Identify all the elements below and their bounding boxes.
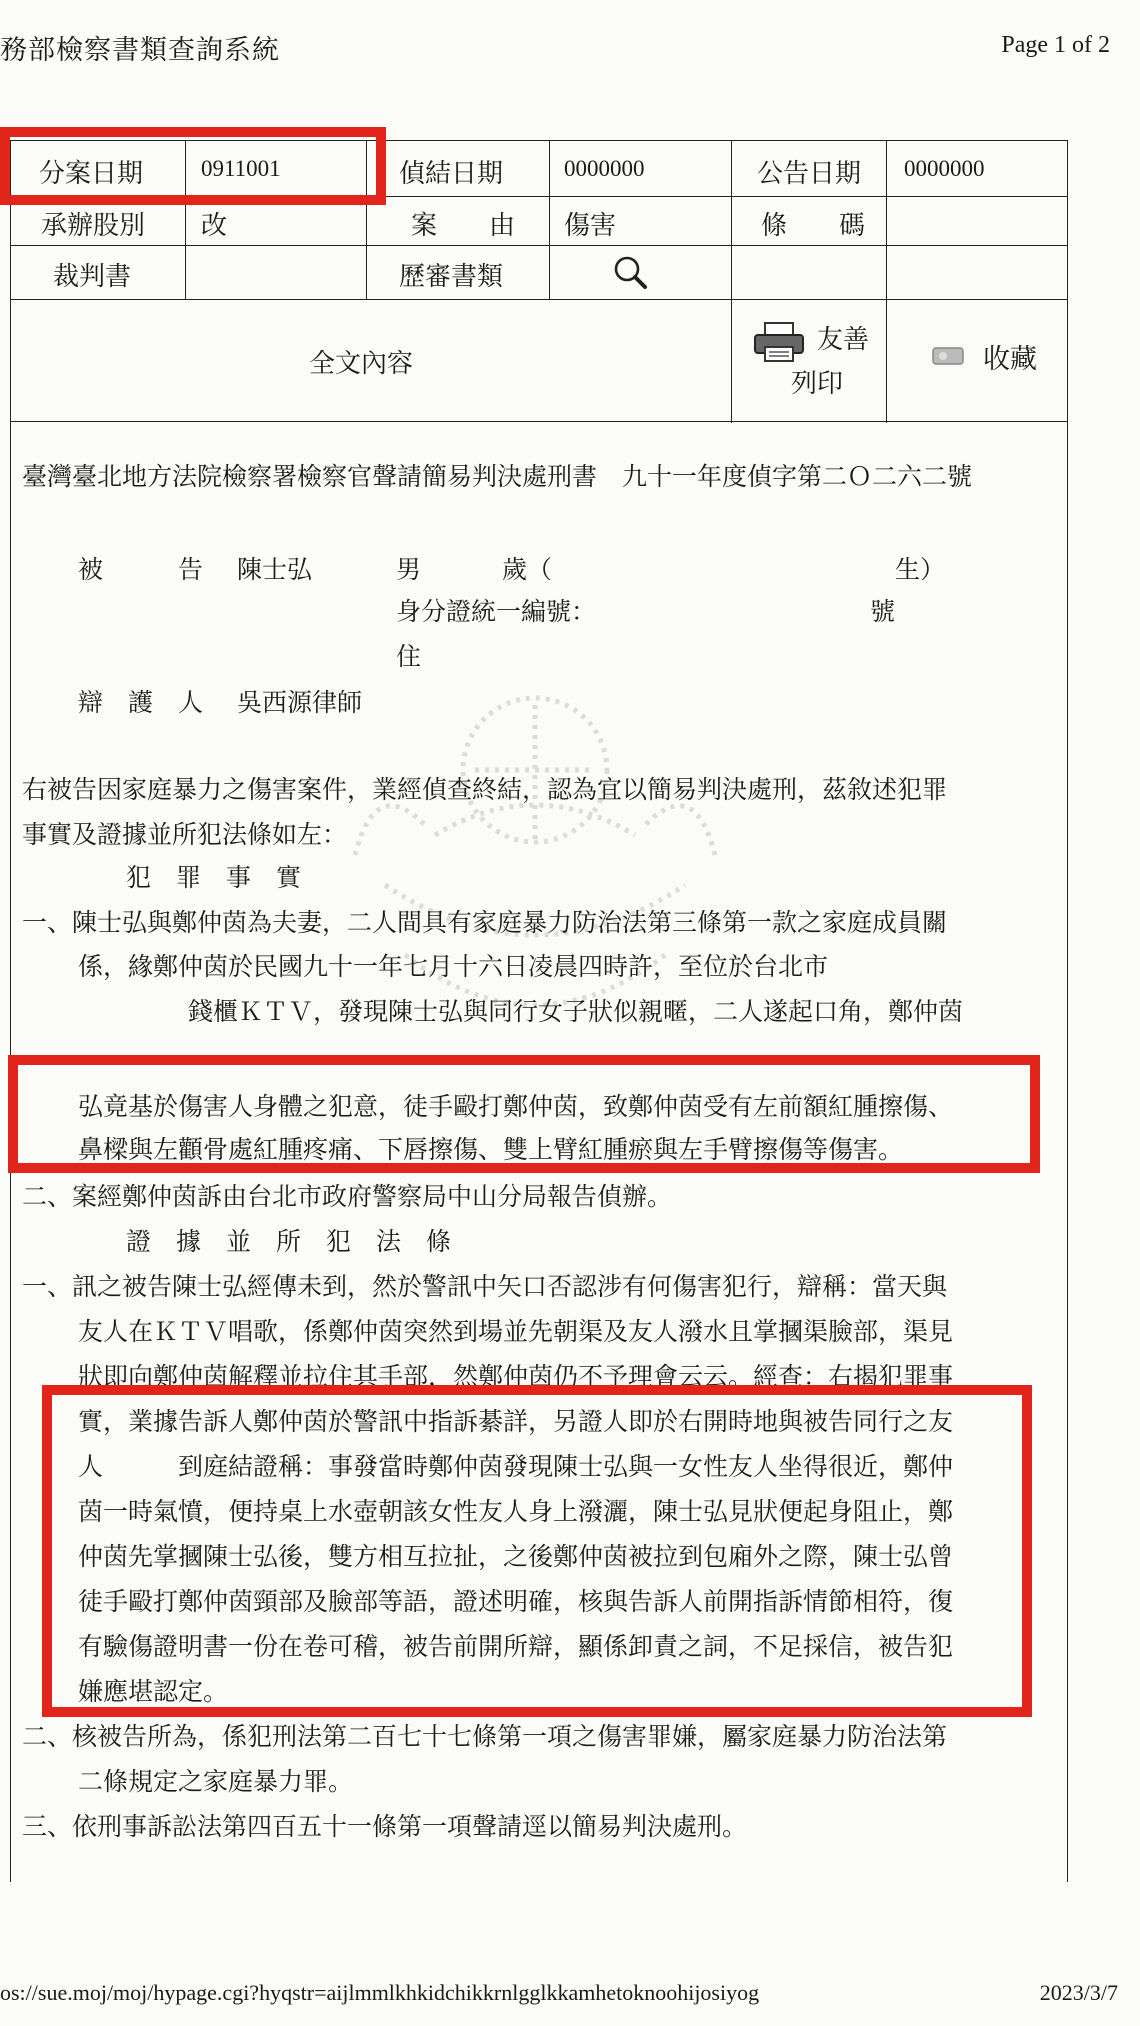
closing-date-value: 0000000 [564, 156, 645, 181]
highlight-box-assault [8, 1055, 1040, 1173]
intro-line: 右被告因家庭暴力之傷害案件，業經偵查終結，認為宜以簡易判決處刑，茲敘述犯罪 [22, 775, 948, 804]
evidence-line: 徒手毆打鄭仲茵頸部及臉部等語，證述明確，核與告訴人前開指訴情節相符，復 [78, 1587, 954, 1616]
evidence-line: 一、訊之被告陳士弘經傳未到，然於警訊中矢口否認涉有何傷害犯行，辯稱：當天與 [22, 1272, 948, 1301]
evidence-line: 實，業據告訴人鄭仲茵於警訊中指訴綦詳，另證人即於右開時地與被告同行之友 [78, 1407, 954, 1436]
bookmark-icon [931, 345, 965, 367]
division-label: 承辦股別 [41, 211, 146, 241]
footer-url: os://sue.moj/moj/hypage.cgi?hyqstr=aijlmmlkhkidchikkrnlgglkkamhetoknoohijosiyog [0, 1980, 760, 2005]
favorite-label: 收藏 [983, 344, 1037, 375]
history-docs-label: 歷審書類 [399, 262, 504, 292]
id-number-label: 身分證統一編號： [396, 597, 597, 626]
judgment-label: 裁判書 [53, 262, 132, 292]
intro-line: 事實及證據並所犯法條如左： [22, 820, 348, 849]
defendant-name: 陳士弘 [237, 555, 313, 584]
division-value: 改 [201, 211, 228, 241]
id-number-suffix: 號 [870, 597, 896, 626]
evidence-line: 狀即向鄭仲茵解釋並拉住其手部，然鄭仲茵仍不予理會云云。經查：右揭犯罪事 [78, 1362, 954, 1391]
print-label-line1: 友善 [817, 325, 870, 355]
closing-date-label: 偵結日期 [399, 159, 504, 189]
facts-line: 錢櫃ＫＴＶ，發現陳士弘與同行女子狀似親暱，二人遂起口角，鄭仲茵 [188, 997, 964, 1026]
defendant-sex: 男 [396, 555, 422, 584]
evidence-line: 三、依刑事訴訟法第四百五十一條第一項聲請逕以簡易判決處刑。 [22, 1812, 748, 1841]
age-label: 歲（ [502, 555, 553, 584]
favorite-button[interactable] [921, 331, 1061, 381]
filing-date-value: 0911001 [201, 156, 281, 181]
facts-line: 弘竟基於傷害人身體之犯意，徒手毆打鄭仲茵，致鄭仲茵受有左前額紅腫擦傷、 [78, 1092, 954, 1121]
printer-icon [751, 321, 807, 363]
defendant-label: 被 告 [78, 555, 204, 584]
evidence-line: 人 到庭結證稱：事發當時鄭仲茵發現陳士弘與一女性友人坐得很近，鄭仲 [78, 1452, 954, 1481]
announce-date-label: 公告日期 [757, 159, 862, 189]
case-cause-value: 傷害 [564, 211, 617, 241]
evidence-line: 茵一時氣憤，便持桌上水壺朝該女性友人身上潑灑，陳士弘見狀便起身阻止，鄭 [78, 1497, 954, 1526]
facts-line: 鼻樑與左顴骨處紅腫疼痛、下唇擦傷、雙上臂紅腫瘀與左手臂擦傷等傷害。 [78, 1135, 904, 1164]
highlight-box-testimony [42, 1385, 1032, 1717]
evidence-line: 二條規定之家庭暴力罪。 [78, 1767, 354, 1796]
magnifier-icon[interactable] [611, 253, 651, 293]
highlight-box-filing-date [0, 127, 386, 205]
print-label-line2: 列印 [791, 369, 844, 399]
counsel-label: 辯 護 人 [78, 688, 204, 717]
facts-line: 係，緣鄭仲茵於民國九十一年七月十六日凌晨四時許，至位於台北市 [78, 952, 829, 981]
born-label: 生） [895, 555, 946, 584]
table-rule [11, 245, 1067, 246]
facts-line: 二、案經鄭仲茵訴由台北市政府警察局中山分局報告偵辦。 [22, 1182, 673, 1211]
counsel-name: 吳西源律師 [237, 688, 363, 717]
evidence-heading: 證 據 並 所 犯 法 條 [126, 1227, 452, 1256]
friendly-print-button[interactable] [751, 311, 901, 406]
evidence-line: 嫌應堪認定。 [78, 1677, 229, 1706]
table-rule [731, 141, 732, 423]
case-cause-label: 案 由 [411, 211, 516, 241]
fulltext-label: 全文內容 [308, 348, 413, 379]
table-rule [11, 299, 1067, 300]
system-title: 務部檢察書類查詢系統 [0, 35, 280, 66]
code-label: 條 碼 [761, 211, 866, 241]
evidence-line: 二、核被告所為，係犯刑法第二百七十七條第一項之傷害罪嫌，屬家庭暴力防治法第 [22, 1722, 948, 1751]
announce-date-value: 0000000 [904, 156, 985, 181]
page-indicator: Page 1 of 2 [1001, 32, 1110, 58]
evidence-line: 仲茵先掌摑陳士弘後，雙方相互拉扯，之後鄭仲茵被拉到包廂外之際，陳士弘曾 [78, 1542, 954, 1571]
facts-heading: 犯 罪 事 實 [126, 863, 302, 892]
table-rule [549, 141, 550, 299]
footer-date: 2023/3/7 [1039, 1980, 1118, 2005]
evidence-line: 友人在ＫＴＶ唱歌，係鄭仲茵突然到場並先朝渠及友人潑水且掌摑渠臉部，渠見 [78, 1317, 954, 1346]
filing-date-label: 分案日期 [39, 159, 144, 189]
facts-line: 一、陳士弘與鄭仲茵為夫妻，二人間具有家庭暴力防治法第三條第一款之家庭成員關 [22, 908, 948, 937]
document-title: 臺灣臺北地方法院檢察署檢察官聲請簡易判決處刑書 九十一年度偵字第二Ｏ二六二號 [22, 462, 973, 491]
evidence-line: 有驗傷證明書一份在卷可稽，被告前開所辯，顯係卸責之詞，不足採信，被告犯 [78, 1632, 954, 1661]
address-label: 住 [396, 642, 422, 671]
